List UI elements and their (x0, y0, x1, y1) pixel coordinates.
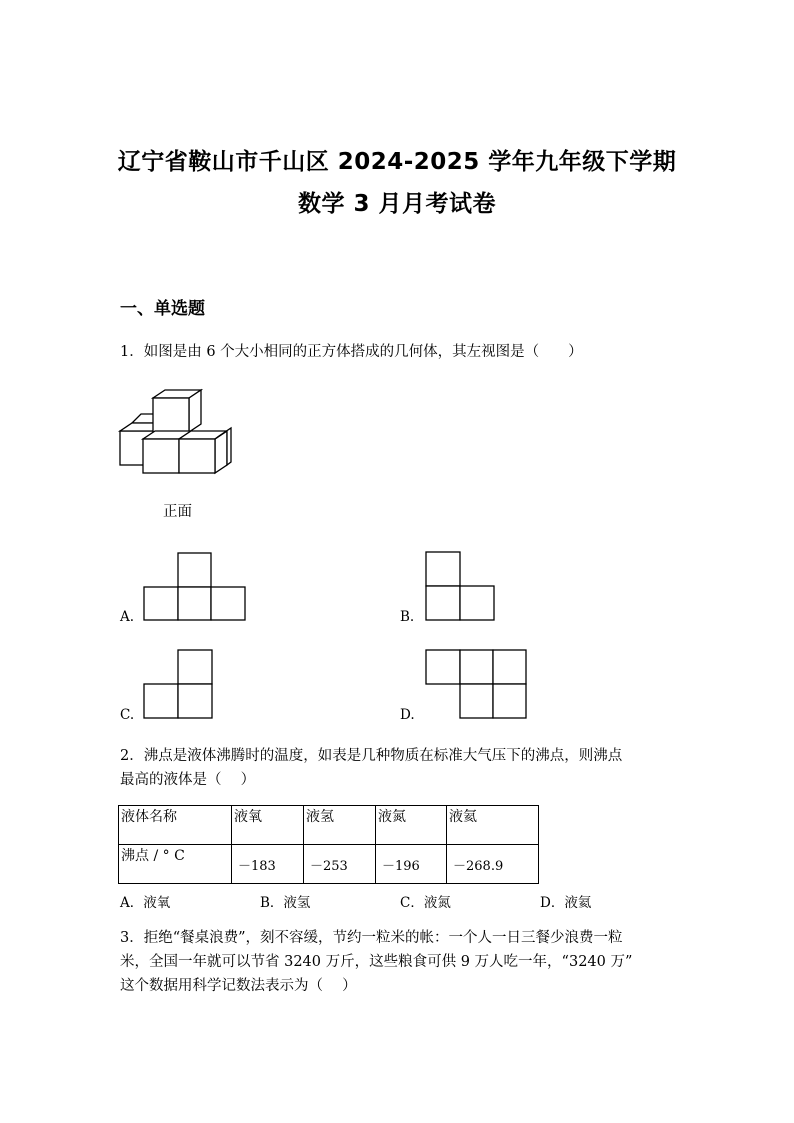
question-3-line-3: 这个数据用科学记数法表示为（ ） (120, 978, 357, 994)
q2-option-b[interactable]: B．液氢 (260, 895, 311, 911)
question-2-line-2: 最高的液体是（ ） (120, 772, 256, 788)
option-c-figure[interactable] (143, 649, 215, 721)
table-row-label: 沸点 / ° C (119, 845, 232, 884)
question-3-line-1: 3．拒绝“餐桌浪费”，刻不容缓，节约一粒米的帐：一个人一日三餐少浪费一粒 (120, 930, 623, 946)
table-header-cell: 液氦 (447, 806, 539, 845)
option-b-figure[interactable] (425, 551, 497, 623)
table-cell: －268.9 (447, 845, 539, 884)
q2-option-a[interactable]: A．液氧 (120, 895, 171, 911)
title-line-1: 辽宁省鞍山市千山区 2024-2025 学年九年级下学期 (117, 149, 677, 175)
option-a-figure[interactable] (143, 552, 248, 622)
cube-stack-figure (116, 384, 238, 479)
table-cell: －183 (232, 845, 304, 884)
table-cell: －196 (376, 845, 447, 884)
cube-front-row (143, 428, 231, 473)
option-b-label[interactable]: B. (400, 609, 415, 625)
cube-top (153, 390, 201, 432)
table-header-row (119, 806, 539, 845)
table-header-cell: 液氢 (304, 806, 376, 845)
question-1-text: 1．如图是由 6 个大小相同的正方体搭成的几何体，其左视图是（ ） (120, 344, 583, 360)
table-header-cell: 液氮 (376, 806, 447, 845)
question-2-line-1: 2．沸点是液体沸腾时的温度，如表是几种物质在标准大气压下的沸点，则沸点 (120, 748, 623, 764)
option-d-label[interactable]: D. (400, 707, 415, 723)
question-3-line-2: 米，全国一年就可以节省 3240 万斤，这些粮食可供 9 万人吃一年，“3240 万” (120, 954, 633, 970)
table-header-cell: 液体名称 (119, 806, 232, 845)
section-heading: 一、单选题 (120, 299, 205, 319)
option-a-label[interactable]: A. (120, 609, 135, 625)
option-c-label[interactable]: C. (120, 707, 135, 723)
q2-option-d[interactable]: D．液氦 (540, 895, 592, 911)
table-row (119, 845, 539, 884)
option-d-figure[interactable] (425, 649, 529, 721)
title-line-2: 数学 3 月月考试卷 (297, 191, 497, 217)
figure-caption-front: 正面 (163, 504, 192, 520)
q2-option-c[interactable]: C．液氮 (400, 895, 451, 911)
table-header-cell: 液氧 (232, 806, 304, 845)
boiling-point-table (118, 805, 539, 884)
table-cell: －253 (304, 845, 376, 884)
